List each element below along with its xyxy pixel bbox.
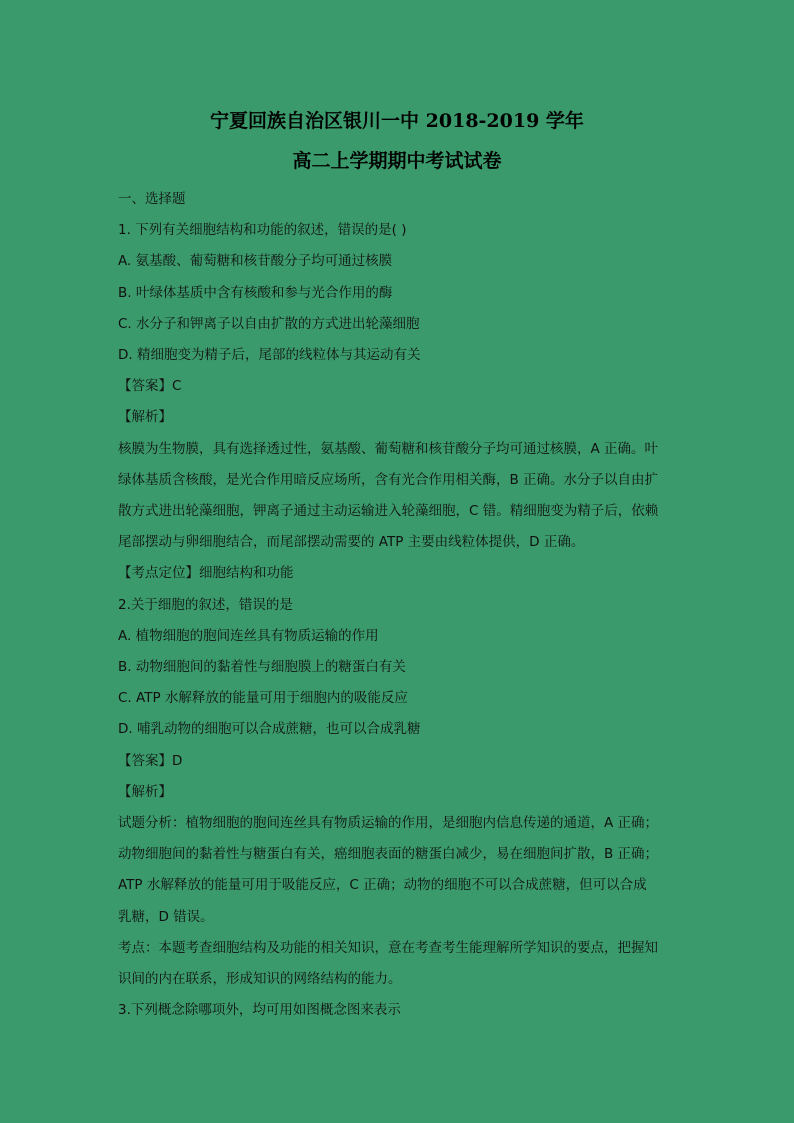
knowledge-point: 考点：本题考查细胞结构及功能的相关知识，意在考查考生能理解所学知识的要点，把握知 [118,939,658,956]
analysis-line: 尾部摆动与卵细胞结合，而尾部摆动需要的 ATP 主要由线粒体提供，D 正确。 [118,534,585,551]
analysis-line: ATP 水解释放的能量可用于吸能反应，C 正确；动物的细胞不可以合成蔗糖，但可以合成 [118,877,647,894]
option-b: B. 叶绿体基质中含有核酸和参与光合作用的酶 [118,284,393,301]
knowledge-point: 识间的内在联系，形成知识的网络结构的能力。 [118,971,402,988]
analysis-line: 散方式进出轮藻细胞，钾离子通过主动运输进入轮藻细胞，C 错。精细胞变为精子后，依赖 [118,503,659,520]
option-c: C. 水分子和钾离子以自由扩散的方式进出轮藻细胞 [118,315,420,332]
question-stem: 1. 下列有关细胞结构和功能的叙述，错误的是( ) [118,222,407,239]
section-heading: 一、选择题 [118,191,186,207]
analysis-line: 试题分析：植物细胞的胞间连丝具有物质运输的作用，是细胞内信息传递的通道，A 正确； [118,815,659,832]
option-c: C. ATP 水解释放的能量可用于细胞内的吸能反应 [118,690,408,707]
analysis-label: 【解析】 [118,409,172,426]
exam-title-line1: 宁夏回族自治区银川一中 2018-2019 学年 [210,110,584,132]
question-2 [118,590,680,996]
answer: 【答案】D [118,752,183,769]
question-3 [118,995,680,1026]
analysis-line: 绿体基质含核酸，是光合作用暗反应场所，含有光合作用相关酶，B 正确。水分子以自由扩 [118,471,659,488]
question-stem: 3.下列概念除哪项外，均可用如图概念图来表示 [118,1002,401,1019]
knowledge-point: 【考点定位】细胞结构和功能 [118,565,294,582]
question-stem: 2.关于细胞的叙述，错误的是 [118,596,293,613]
exam-title-line2: 高二上学期期中考试试卷 [292,150,502,172]
option-d: D. 哺乳动物的细胞可以合成蔗糖，也可以合成乳糖 [118,721,421,738]
option-a: A. 氨基酸、葡萄糖和核苷酸分子均可通过核膜 [118,253,393,270]
answer: 【答案】C [118,378,182,395]
question-1 [118,215,680,589]
analysis-line: 动物细胞间的黏着性与糖蛋白有关，癌细胞表面的糖蛋白减少，易在细胞间扩散，B 正确； [118,846,659,863]
analysis-line: 乳糖，D 错误。 [118,908,214,925]
option-d: D. 精细胞变为精子后，尾部的线粒体与其运动有关 [118,347,421,364]
option-b: B. 动物细胞间的黏着性与细胞膜上的糖蛋白有关 [118,659,406,676]
analysis-line: 核膜为生物膜，具有选择透过性，氨基酸、葡萄糖和核苷酸分子均可通过核膜，A 正确。叶 [118,440,659,457]
analysis-label: 【解析】 [118,783,172,800]
option-a: A. 植物细胞的胞间连丝具有物质运输的作用 [118,627,379,644]
exam-content [118,184,680,1026]
